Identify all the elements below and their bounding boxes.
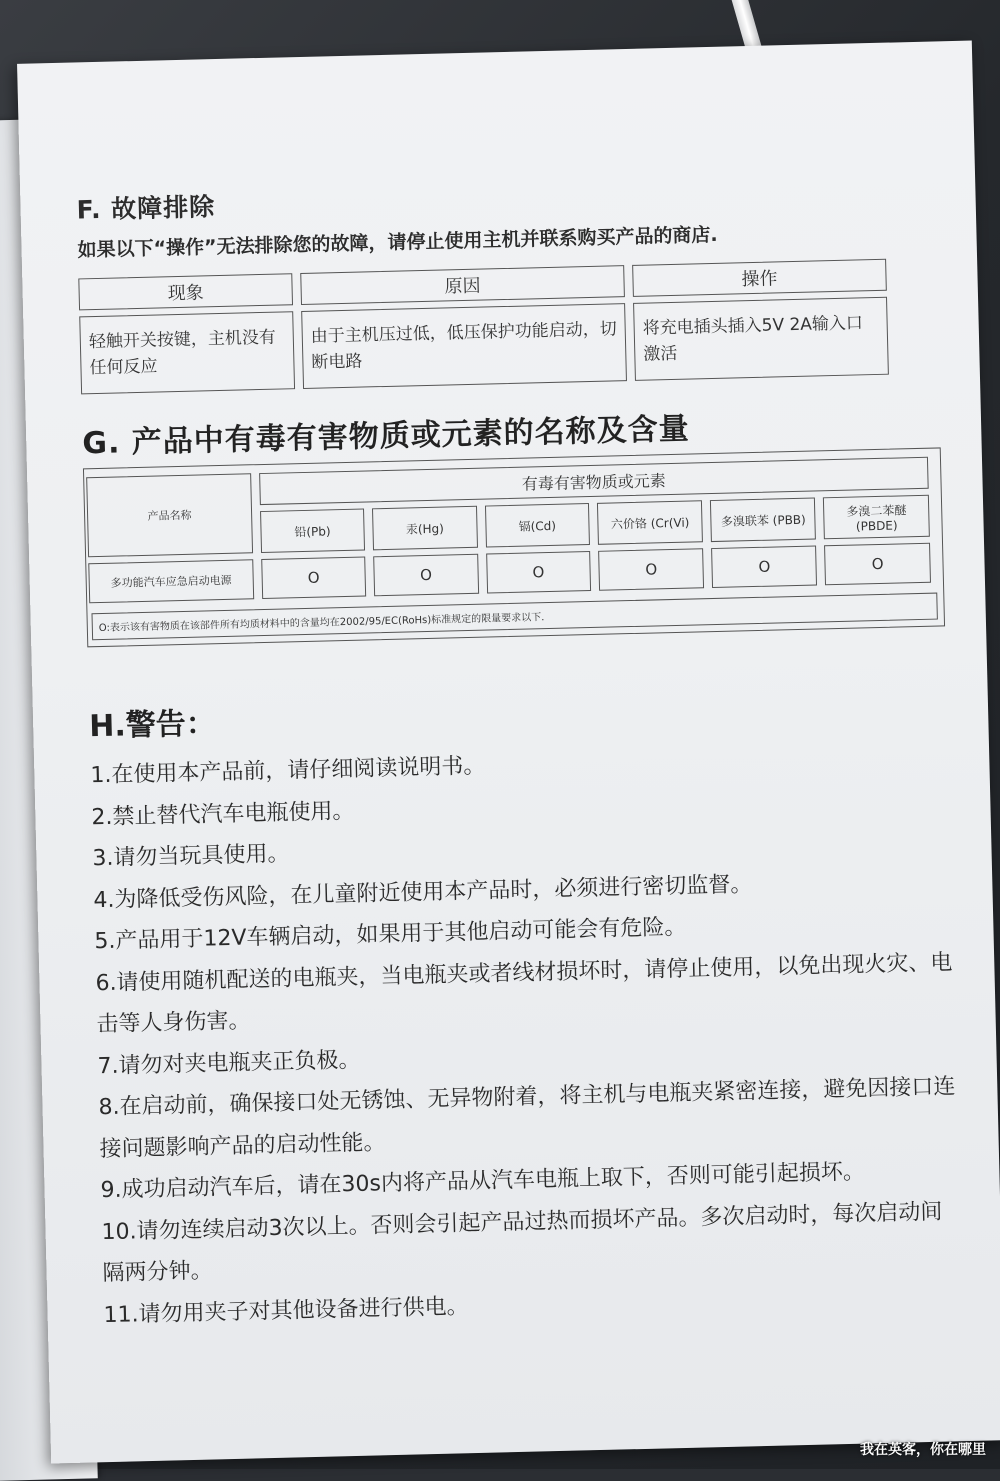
product-name-cell: 多功能汽车应急启动电源 bbox=[88, 559, 254, 603]
substance-lead: 铅(Pb) bbox=[260, 509, 365, 554]
section-g-title: G. 产品中有毒有害物质或元素的名称及含量 bbox=[81, 411, 691, 462]
substance-chromium: 六价铬 (Cr(Vi) bbox=[597, 500, 703, 545]
header-phenomenon: 现象 bbox=[78, 273, 293, 310]
product-name-header: 产品名称 bbox=[86, 473, 253, 557]
warning-item: 5.产品用于12V车辆启动，如果用于其他启动可能会有危险。 bbox=[94, 914, 687, 955]
substances-group-header: 有毒有害物质或元素 bbox=[259, 457, 929, 505]
cell-cause: 由于主机压过低，低压保护功能启动，切断电路 bbox=[301, 303, 627, 389]
warning-item: 11.请勿用夹子对其他设备进行供电。 bbox=[103, 1293, 469, 1328]
warning-item: 8.在启动前，确保接口处无锈蚀、无异物附着，将主机与电瓶夹紧密连接，避免因接口连接问题影响产品的启动性能。 bbox=[98, 1074, 956, 1162]
page-content bbox=[76, 169, 964, 1336]
value-lead: O bbox=[261, 557, 366, 600]
warning-item: 6.请使用随机配送的电瓶夹，当电瓶夹或者线材损坏时，请停止使用，以免出现火灾、电击等人身伤害。 bbox=[95, 949, 953, 1038]
value-mercury: O bbox=[373, 554, 478, 597]
substance-mercury: 汞(Hg) bbox=[372, 506, 477, 551]
header-cause: 原因 bbox=[300, 265, 625, 305]
rohs-note: O:表示该有害物质在该部件所有均质材料中的含量均在2002/95/EC(RoHs)标准规定的限量要求以下. bbox=[91, 593, 937, 641]
warning-list bbox=[90, 734, 964, 1336]
troubleshooting-table bbox=[70, 253, 897, 401]
warning-item: 10.请勿连续启动3次以上。否则会引起产品过热而损坏产品。多次启动时，每次启动间隔两分钟。 bbox=[101, 1199, 943, 1287]
substance-pbde: 多溴二苯醚 (PBDE) bbox=[823, 495, 930, 540]
section-f-intro: 如果以下“操作”无法排除您的故障，请停止使用主机并联系购买产品的商店. bbox=[77, 223, 718, 262]
warning-item: 2.禁止替代汽车电瓶使用。 bbox=[91, 798, 355, 830]
hazardous-substances-table bbox=[78, 451, 939, 610]
value-cadmium: O bbox=[486, 551, 591, 594]
watermark: 我在英客，你在哪里 bbox=[860, 1442, 986, 1458]
value-pbde: O bbox=[824, 543, 931, 586]
value-pbb: O bbox=[711, 545, 817, 588]
section-h-title: H.警告： bbox=[88, 706, 217, 745]
section-f-title: F. 故障排除 bbox=[76, 192, 216, 225]
value-chromium: O bbox=[598, 548, 704, 591]
manual-page bbox=[17, 41, 1000, 1464]
substance-pbb: 多溴联苯 (PBB) bbox=[710, 498, 816, 543]
warning-item: 4.为降低受伤风险，在儿童附近使用本产品时，必须进行密切监督。 bbox=[93, 871, 753, 913]
cell-phenomenon: 轻触开关按键，主机没有任何反应 bbox=[79, 311, 295, 394]
header-operation: 操作 bbox=[632, 259, 887, 297]
warning-item: 1.在使用本产品前，请仔细阅读说明书。 bbox=[90, 753, 486, 789]
hazardous-substances-box bbox=[83, 447, 945, 647]
substance-cadmium: 镉(Cd) bbox=[485, 503, 590, 548]
warning-item: 7.请勿对夹电瓶夹正负极。 bbox=[97, 1047, 361, 1079]
warning-item: 3.请勿当玩具使用。 bbox=[92, 841, 290, 872]
cell-operation: 将充电插头插入5V 2A输入口激活 bbox=[633, 297, 889, 381]
warning-item: 9.成功启动汽车后，请在30s内将产品从汽车电瓶上取下，否则可能引起损坏。 bbox=[100, 1159, 866, 1204]
